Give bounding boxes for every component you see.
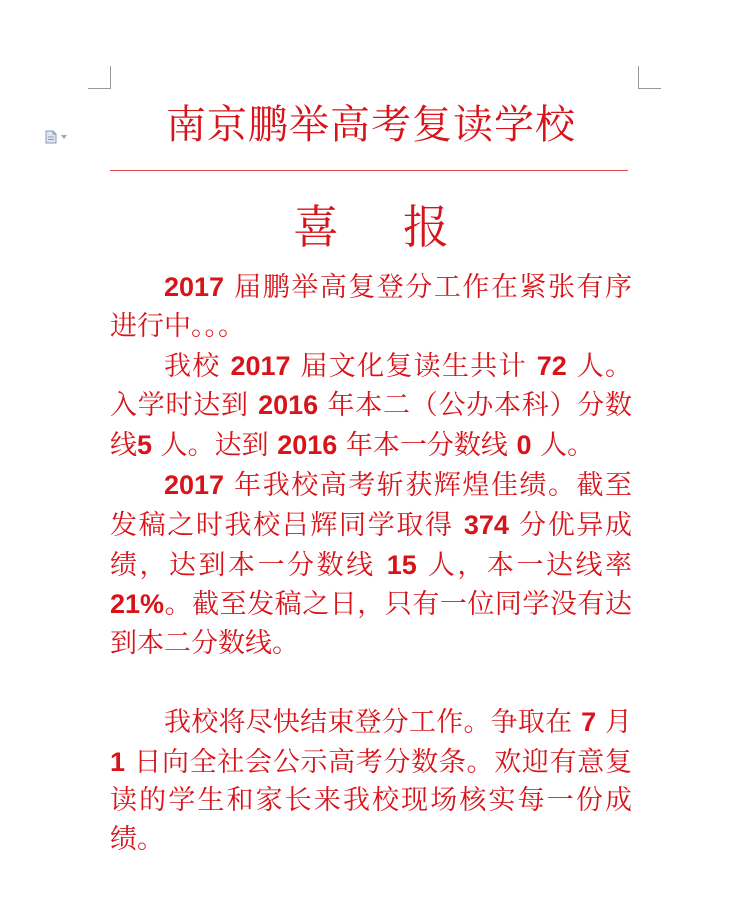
paragraph-4: [110, 703, 632, 860]
student-count: 15: [386, 549, 417, 580]
top-score: 374: [463, 509, 509, 540]
student-count: 0: [516, 430, 532, 461]
paragraph-text: 人。入学时达到: [110, 350, 632, 422]
headline-char-1: 喜: [293, 200, 339, 254]
announcement-body: [110, 268, 632, 860]
day-number: 1: [110, 746, 126, 777]
paragraph-text: 年我校高考斩获辉煌佳绩。截至发稿之时我校吕辉同学取得: [110, 469, 632, 541]
chevron-down-icon: [61, 135, 67, 139]
paragraph-text: 年本二（公办本科）分数线: [110, 390, 632, 462]
year-number: 2017: [164, 272, 225, 302]
month-number: 7: [581, 706, 597, 737]
paragraph-text: 月: [596, 706, 632, 738]
school-name-title: 南京鹏举高考复读学校: [166, 102, 576, 148]
paragraph-text: 。截至发稿之日，只有一位同学没有达到本二分数线。: [110, 589, 632, 660]
pass-rate: 21%: [110, 589, 165, 620]
paragraph-1: [110, 268, 632, 347]
margin-corner-top-left: [88, 66, 111, 89]
margin-corner-top-right: [638, 66, 661, 89]
paragraph-text: 年本一分数线: [337, 430, 517, 462]
document-page-icon: [44, 130, 58, 144]
paragraph-text: 日向全社会公示高考分数条。欢迎有意复读的学生和家长来我校现场核实每一份成绩。: [110, 746, 632, 856]
announcement-headline: [110, 196, 632, 258]
document-icon[interactable]: [44, 130, 72, 144]
paragraph-text: 届文化复读生共计: [290, 350, 537, 382]
paragraph-2: [110, 347, 632, 466]
paragraph-3: [110, 466, 632, 664]
year-number: 2016: [258, 390, 319, 421]
year-number: 2017: [230, 350, 291, 381]
paragraph-text: 人。达到: [152, 430, 278, 462]
paragraph-text: 我校将尽快结束登分工作。争取在: [164, 706, 582, 738]
student-count: 72: [536, 350, 567, 381]
paragraph-text: 届鹏举高复登分工作在紧张有序进行中。。。: [110, 272, 632, 342]
blank-line: [110, 664, 632, 703]
year-number: 2017: [164, 469, 225, 500]
paragraph-text: 我校: [164, 350, 231, 382]
paragraph-text: 分优异成绩，达到本一分数线: [110, 509, 632, 581]
year-number: 2016: [277, 430, 338, 461]
header-divider: [110, 170, 628, 171]
headline-char-2: 报: [403, 200, 449, 254]
paragraph-text: 人，本一达线率: [416, 549, 632, 581]
student-count: 5: [137, 430, 153, 461]
paragraph-text: 人。: [531, 430, 595, 462]
